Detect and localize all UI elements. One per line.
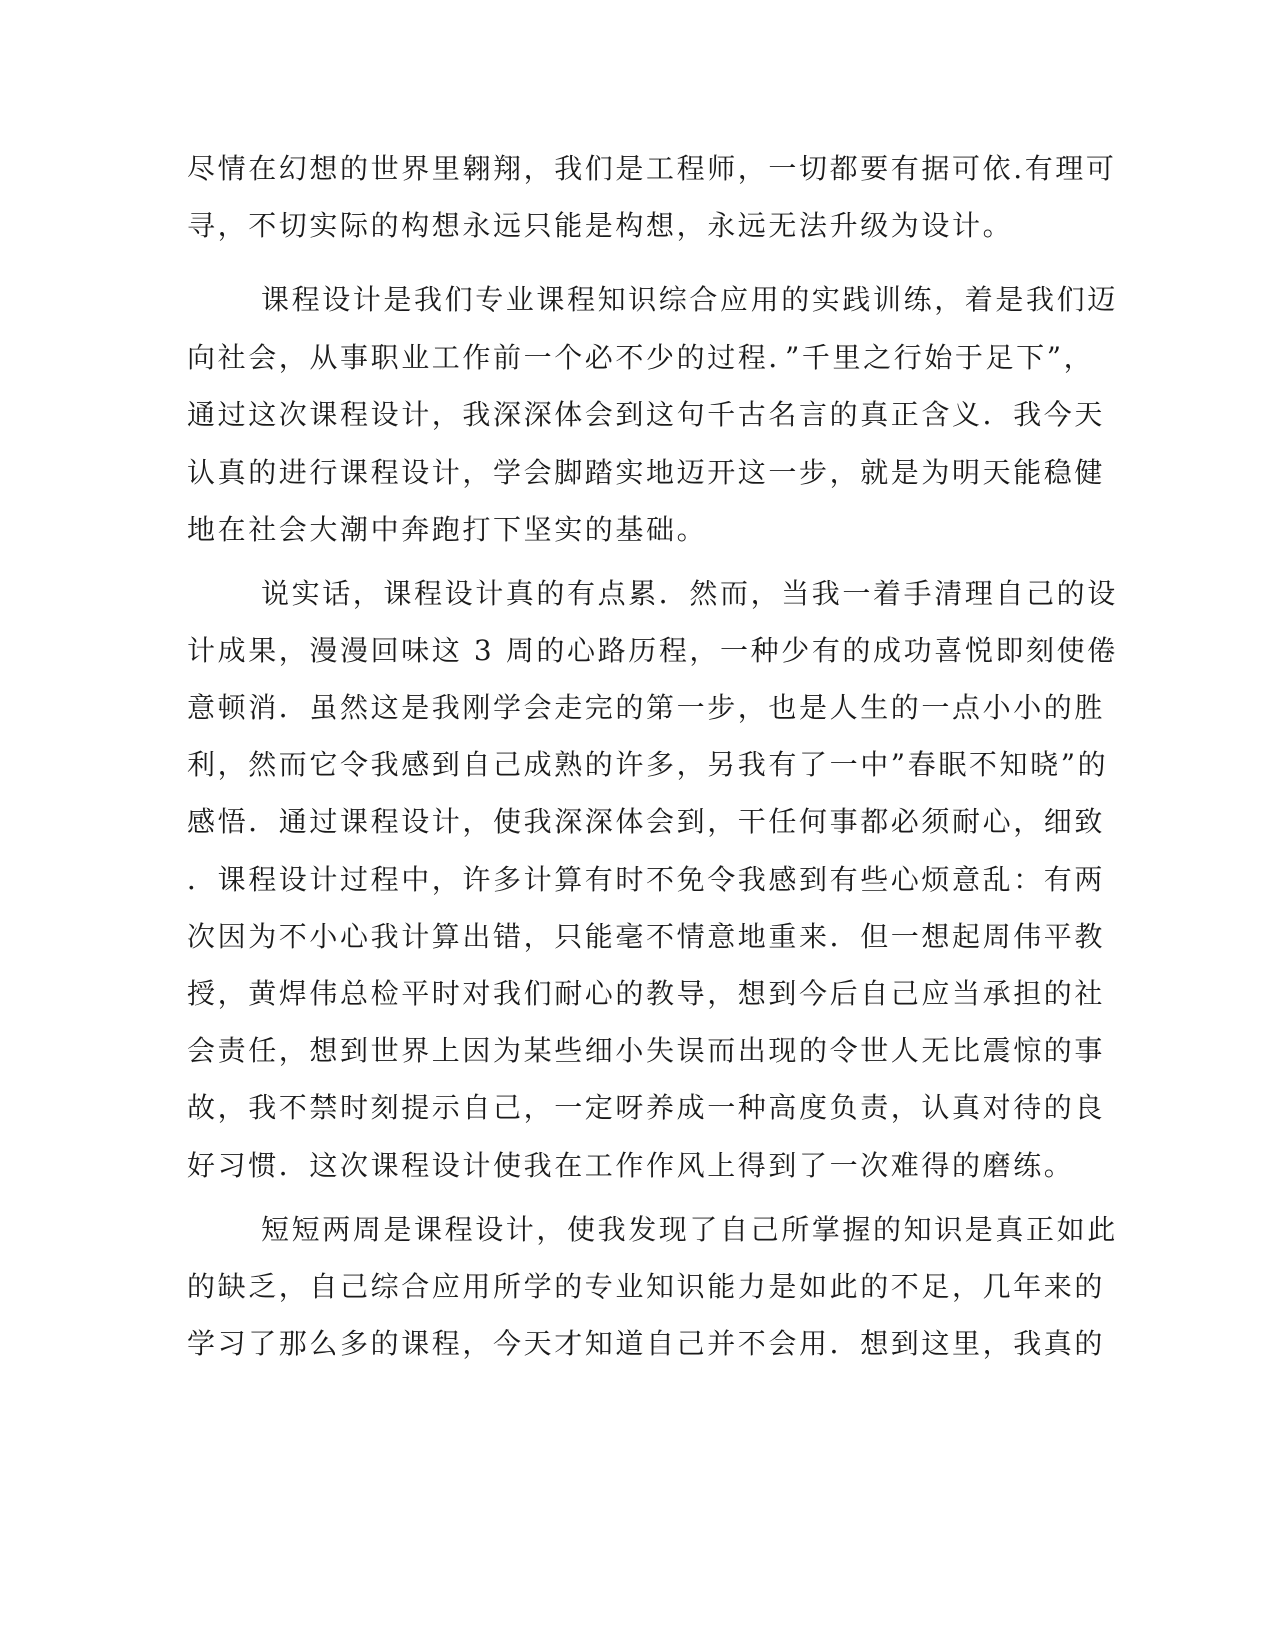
- paragraph-start-line: 短短两周是课程设计，使我发现了自己所掌握的知识是真正如此: [261, 1213, 1118, 1246]
- text-line: 计成果，漫漫回味这 3 周的心路历程，一种少有的成功喜悦即刻使倦: [187, 634, 1118, 667]
- text-line: 通过这次课程设计，我深深体会到这句千古名言的真正含义．我今天: [187, 398, 1106, 431]
- text-line: 的缺乏，自己综合应用所学的专业知识能力是如此的不足，几年来的: [187, 1270, 1106, 1303]
- text-line: 向社会，从事职业工作前一个必不少的过程．”千里之行始于足下”，: [187, 341, 1095, 374]
- paragraph-start-line: 说实话，课程设计真的有点累．然而，当我一着手清理自己的设: [261, 577, 1118, 610]
- text-line: 意顿消．虽然这是我刚学会走完的第一步，也是人生的一点小小的胜: [187, 691, 1106, 724]
- text-line: 授，黄焊伟总检平时对我们耐心的教导，想到今后自己应当承担的社: [187, 977, 1106, 1010]
- text-line: 认真的进行课程设计，学会脚踏实地迈开这一步，就是为明天能稳健: [187, 456, 1106, 489]
- text-line: 故，我不禁时刻提示自己，一定呀养成一种高度负责，认真对待的良: [187, 1091, 1106, 1124]
- text-line: 感悟．通过课程设计，使我深深体会到，干任何事都必须耐心，细致: [187, 805, 1106, 838]
- text-line: 好习惯．这次课程设计使我在工作作风上得到了一次难得的磨练。: [187, 1149, 1075, 1182]
- text-line: ．课程设计过程中，许多计算有时不免令我感到有些心烦意乱：有两: [187, 863, 1106, 896]
- text-line: 地在社会大潮中奔跑打下坚实的基础。: [187, 513, 708, 546]
- paragraph-start-line: 课程设计是我们专业课程知识综合应用的实践训练，着是我们迈: [261, 283, 1118, 316]
- text-line: 次因为不小心我计算出错，只能毫不情意地重来．但一想起周伟平教: [187, 920, 1106, 953]
- text-line: 会责任，想到世界上因为某些细小失误而出现的令世人无比震惊的事: [187, 1034, 1106, 1067]
- text-line: 利，然而它令我感到自己成熟的许多，另我有了一中”春眠不知晓”的: [187, 748, 1109, 781]
- text-line: 尽情在幻想的世界里翱翔，我们是工程师，一切都要有据可依.有理可: [187, 152, 1117, 185]
- text-line: 寻，不切实际的构想永远只能是构想，永远无法升级为设计。: [187, 209, 1014, 242]
- text-line: 学习了那么多的课程，今天才知道自己并不会用．想到这里，我真的: [187, 1327, 1106, 1360]
